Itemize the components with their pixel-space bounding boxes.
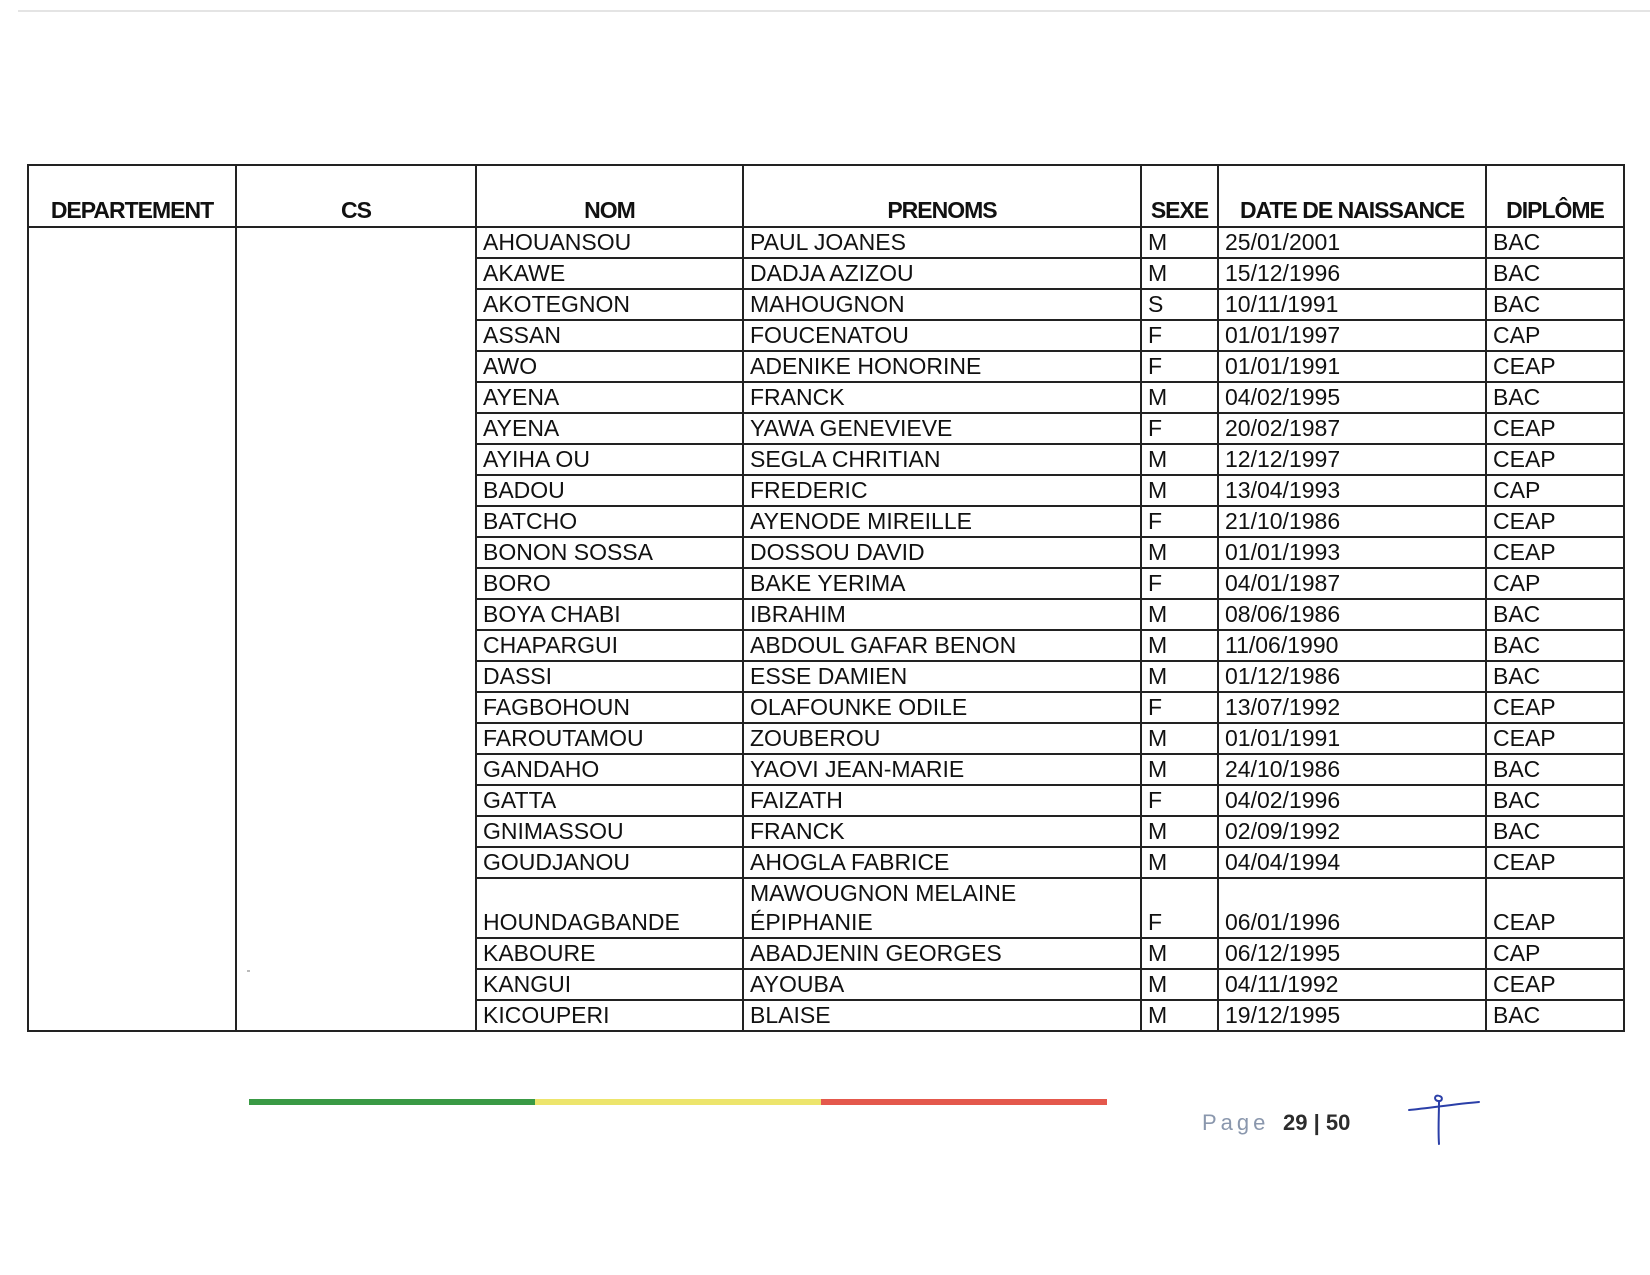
nom-cell: BORO [476,568,743,599]
date-cell: 01/01/1991 [1218,351,1486,382]
sexe-cell: F [1141,692,1218,723]
top-rule [18,10,1650,12]
flag-stripe [249,1099,1107,1105]
diplome-cell: BAC [1486,258,1624,289]
sexe-cell: M [1141,661,1218,692]
diplome-cell: BAC [1486,816,1624,847]
prenoms-cell: FREDERIC [743,475,1141,506]
nom-cell: AYENA [476,382,743,413]
diplome-cell: CEAP [1486,413,1624,444]
sexe-cell: M [1141,754,1218,785]
date-cell: 25/01/2001 [1218,227,1486,258]
sexe-cell: M [1141,969,1218,1000]
header-diplome: DIPLÔME [1486,165,1624,227]
date-cell: 11/06/1990 [1218,630,1486,661]
date-cell: 19/12/1995 [1218,1000,1486,1031]
sexe-cell: F [1141,506,1218,537]
prenoms-cell: MAWOUGNON MELAINE ÉPIPHANIE [743,878,1141,938]
diplome-cell: BAC [1486,1000,1624,1031]
prenoms-cell: AYOUBA [743,969,1141,1000]
nom-cell: KANGUI [476,969,743,1000]
date-cell: 04/02/1995 [1218,382,1486,413]
nom-cell: FAROUTAMOU [476,723,743,754]
date-cell: 21/10/1986 [1218,506,1486,537]
prenoms-cell: ABADJENIN GEORGES [743,938,1141,969]
table-body [28,227,1624,1031]
stripe-green [249,1099,535,1105]
sexe-cell: M [1141,475,1218,506]
prenoms-cell: YAOVI JEAN-MARIE [743,754,1141,785]
date-cell: 02/09/1992 [1218,816,1486,847]
header-row [28,165,1624,227]
date-cell: 04/01/1987 [1218,568,1486,599]
candidate-table [27,164,1625,1032]
nom-cell: GOUDJANOU [476,847,743,878]
sexe-cell: F [1141,413,1218,444]
nom-cell: GANDAHO [476,754,743,785]
prenoms-cell: FRANCK [743,382,1141,413]
diplome-cell: BAC [1486,382,1624,413]
sexe-cell: F [1141,320,1218,351]
departement-cell [28,227,236,1031]
prenoms-cell: AYENODE MIREILLE [743,506,1141,537]
diplome-cell: CEAP [1486,969,1624,1000]
stripe-yellow [535,1099,821,1105]
table-row [28,227,1624,258]
sexe-cell: M [1141,1000,1218,1031]
prenoms-cell: DOSSOU DAVID [743,537,1141,568]
prenoms-cell: DADJA AZIZOU [743,258,1141,289]
date-cell: 01/01/1991 [1218,723,1486,754]
nom-cell: DASSI [476,661,743,692]
date-cell: 01/12/1986 [1218,661,1486,692]
prenoms-cell: PAUL JOANES [743,227,1141,258]
diplome-cell: CEAP [1486,506,1624,537]
nom-cell: GATTA [476,785,743,816]
header-sexe: SEXE [1141,165,1218,227]
sexe-cell: M [1141,938,1218,969]
date-cell: 04/02/1996 [1218,785,1486,816]
page-number: 29 | 50 [1283,1110,1351,1135]
nom-cell: AHOUANSOU [476,227,743,258]
prenoms-cell: ZOUBEROU [743,723,1141,754]
diplome-cell: CAP [1486,938,1624,969]
nom-cell: KABOURE [476,938,743,969]
sexe-cell: M [1141,227,1218,258]
sexe-cell: M [1141,816,1218,847]
date-cell: 04/11/1992 [1218,969,1486,1000]
prenoms-cell: FAIZATH [743,785,1141,816]
nom-cell: KICOUPERI [476,1000,743,1031]
sexe-cell: M [1141,630,1218,661]
diplome-cell: BAC [1486,785,1624,816]
date-cell: 06/12/1995 [1218,938,1486,969]
prenoms-cell: ESSE DAMIEN [743,661,1141,692]
nom-cell: AYIHA OU [476,444,743,475]
header-nom: NOM [476,165,743,227]
sexe-cell: M [1141,444,1218,475]
cs-cell [236,227,476,1031]
diplome-cell: BAC [1486,754,1624,785]
prenoms-cell: BAKE YERIMA [743,568,1141,599]
date-cell: 24/10/1986 [1218,754,1486,785]
diplome-cell: BAC [1486,630,1624,661]
diplome-cell: BAC [1486,227,1624,258]
prenoms-cell: FRANCK [743,816,1141,847]
date-cell: 04/04/1994 [1218,847,1486,878]
header-cs: CS [236,165,476,227]
diplome-cell: CEAP [1486,537,1624,568]
diplome-cell: BAC [1486,661,1624,692]
sexe-cell: M [1141,537,1218,568]
nom-cell: BONON SOSSA [476,537,743,568]
nom-cell: ASSAN [476,320,743,351]
sexe-cell: M [1141,258,1218,289]
diplome-cell: CEAP [1486,847,1624,878]
sexe-cell: M [1141,847,1218,878]
date-cell: 13/04/1993 [1218,475,1486,506]
nom-cell: FAGBOHOUN [476,692,743,723]
sexe-cell: M [1141,723,1218,754]
nom-cell: AYENA [476,413,743,444]
prenoms-cell: OLAFOUNKE ODILE [743,692,1141,723]
prenoms-cell: ABDOUL GAFAR BENON [743,630,1141,661]
header-date: DATE DE NAISSANCE [1218,165,1486,227]
sexe-cell: M [1141,382,1218,413]
header-departement: DEPARTEMENT [28,165,236,227]
date-cell: 01/01/1997 [1218,320,1486,351]
prenoms-cell: AHOGLA FABRICE [743,847,1141,878]
nom-cell: AKOTEGNON [476,289,743,320]
diplome-cell: CEAP [1486,692,1624,723]
nom-cell: AKAWE [476,258,743,289]
sexe-cell: F [1141,878,1218,938]
scan-speck [247,970,250,972]
nom-cell: AWO [476,351,743,382]
diplome-cell: CEAP [1486,444,1624,475]
date-cell: 01/01/1993 [1218,537,1486,568]
diplome-cell: BAC [1486,289,1624,320]
header-prenoms: PRENOMS [743,165,1141,227]
page-label: Page [1202,1110,1270,1135]
prenoms-cell: IBRAHIM [743,599,1141,630]
nom-cell: CHAPARGUI [476,630,743,661]
diplome-cell: CEAP [1486,351,1624,382]
prenoms-cell: SEGLA CHRITIAN [743,444,1141,475]
nom-cell: BOYA CHABI [476,599,743,630]
prenoms-cell: BLAISE [743,1000,1141,1031]
date-cell: 20/02/1987 [1218,413,1486,444]
stripe-red [821,1099,1107,1105]
prenoms-cell: FOUCENATOU [743,320,1141,351]
sexe-cell: S [1141,289,1218,320]
signature-mark [1405,1090,1485,1150]
diplome-cell: CAP [1486,320,1624,351]
sexe-cell: F [1141,785,1218,816]
sexe-cell: M [1141,599,1218,630]
date-cell: 13/07/1992 [1218,692,1486,723]
prenoms-cell: YAWA GENEVIEVE [743,413,1141,444]
date-cell: 15/12/1996 [1218,258,1486,289]
sexe-cell: F [1141,568,1218,599]
date-cell: 10/11/1991 [1218,289,1486,320]
date-cell: 06/01/1996 [1218,878,1486,938]
prenoms-cell: MAHOUGNON [743,289,1141,320]
nom-cell: GNIMASSOU [476,816,743,847]
date-cell: 12/12/1997 [1218,444,1486,475]
prenoms-cell: ADENIKE HONORINE [743,351,1141,382]
nom-cell: BADOU [476,475,743,506]
nom-cell: BATCHO [476,506,743,537]
sexe-cell: F [1141,351,1218,382]
diplome-cell: CAP [1486,475,1624,506]
diplome-cell: CAP [1486,568,1624,599]
diplome-cell: CEAP [1486,723,1624,754]
diplome-cell: BAC [1486,599,1624,630]
diplome-cell: CEAP [1486,878,1624,938]
date-cell: 08/06/1986 [1218,599,1486,630]
nom-cell: HOUNDAGBANDE [476,878,743,938]
